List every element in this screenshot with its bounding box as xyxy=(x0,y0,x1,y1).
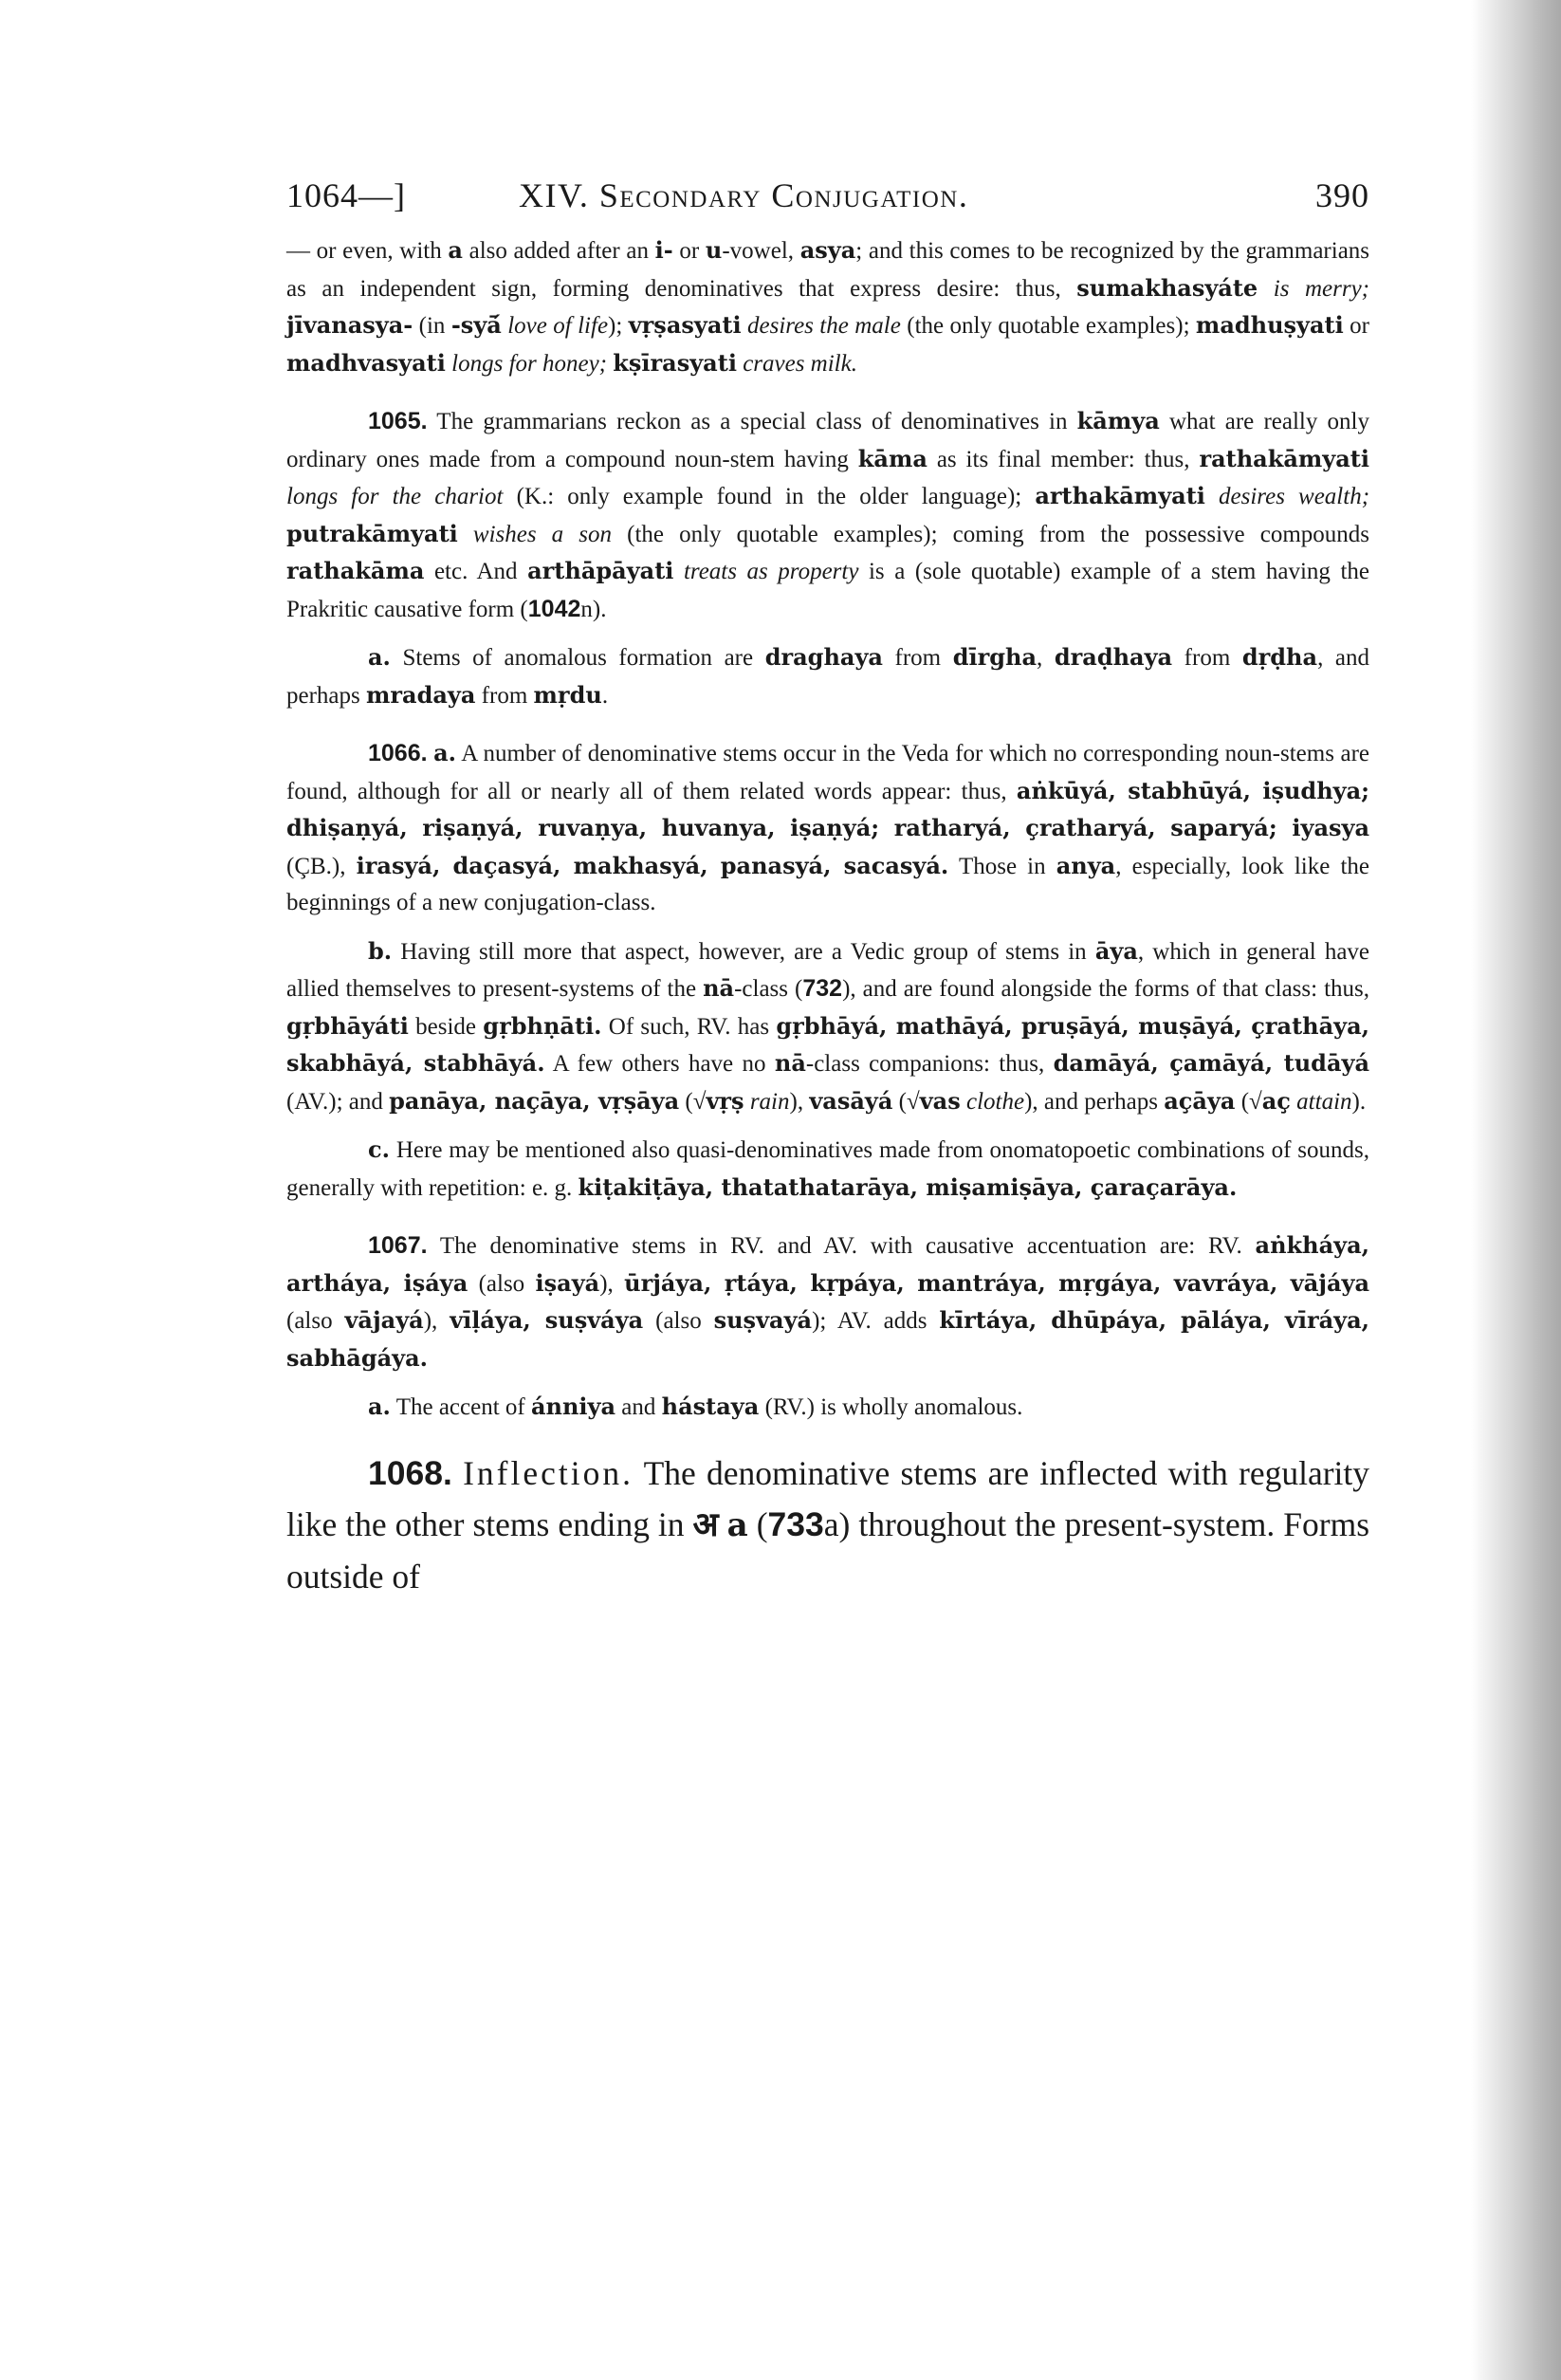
page xyxy=(286,175,1369,1602)
bold-term: dṛḍha xyxy=(1241,643,1318,671)
text-run: Having still more that aspect, however, are a Vedic group of stems in xyxy=(392,938,1095,965)
text-run: or xyxy=(1343,313,1369,339)
text-run: (√ xyxy=(892,1088,920,1115)
small-print-section xyxy=(286,232,1369,1427)
bold-term: gṛbhāyáti xyxy=(286,1011,409,1040)
bold-term: asya xyxy=(799,236,856,264)
text-run: ). xyxy=(1351,1088,1367,1115)
text-run: ), xyxy=(423,1308,450,1334)
text-run: (also xyxy=(286,1308,345,1334)
paragraph-1065a xyxy=(286,639,1369,714)
bold-term: a. xyxy=(368,1393,391,1420)
bold-term: aṅkūyá, stabhūyá, iṣudhya; dhiṣaṇyá, riṣaṇyá, ruvaṇya, huvanya, iṣaṇyá; ratharyá, çratharyá, saparyá; iyasya xyxy=(286,776,1370,841)
bold-term: c. xyxy=(368,1135,390,1163)
bold-term: açāya xyxy=(1164,1086,1236,1115)
text-run: -vowel, xyxy=(722,238,800,264)
bold-term: -syā́ xyxy=(450,311,502,339)
italic-gloss: wishes a son xyxy=(472,521,613,547)
text-run xyxy=(719,1505,727,1543)
bold-term: kīrtáya, dhūpáya, pāláya, vīráya, sabhāgáya. xyxy=(286,1306,1370,1372)
paragraph-1068 xyxy=(286,1448,1369,1602)
text-run: as its final member: thus, xyxy=(927,446,1200,472)
text-run xyxy=(452,1454,463,1492)
text-run: also added after an xyxy=(462,238,655,264)
bold-term: vas xyxy=(919,1086,961,1115)
text-run: , especially, look like the beginnings of a new conjugation-class. xyxy=(286,853,1370,915)
bold-term: vasāyá xyxy=(809,1086,893,1115)
text-run: ; and this comes to be recognized by the grammarians as an independent sign, forming denominatives that express desire: thus, xyxy=(286,238,1370,302)
text-run: Those in xyxy=(948,853,1056,879)
text-run: (in xyxy=(413,313,451,339)
text-run: , and perhaps xyxy=(286,645,1369,709)
page-number: 390 xyxy=(1315,176,1369,214)
text-run xyxy=(458,522,473,547)
section-number: अ xyxy=(692,1504,719,1543)
text-run: etc. And xyxy=(424,559,528,584)
text-run: Stems of anomalous formation are xyxy=(390,645,765,671)
text-run: , xyxy=(1037,645,1055,671)
bold-term: mṛdu xyxy=(533,680,602,709)
large-print-section xyxy=(286,1448,1369,1602)
section-number: 733 xyxy=(767,1504,824,1543)
italic-gloss: longs for honey; xyxy=(451,350,608,377)
italic-gloss: love of life xyxy=(507,313,609,339)
paragraph-1067 xyxy=(286,1227,1369,1377)
bold-term: putrakāmyati xyxy=(286,519,458,547)
text-run: -class companions: thus, xyxy=(805,1051,1054,1077)
bold-term: b. xyxy=(368,936,393,965)
bold-term: draḍhaya xyxy=(1054,643,1173,671)
text-run: from xyxy=(882,645,953,671)
paragraph-1066a xyxy=(286,735,1369,922)
spaced-heading: Inflection. xyxy=(463,1453,634,1492)
text-run: Here may be mentioned also quasi-denominatives made from onomatopoetic combinations of sounds, generally with repetition: e. g. xyxy=(286,1137,1369,1201)
bold-term: gṛbhṇāti. xyxy=(483,1011,602,1040)
bold-term: madhuṣyati xyxy=(1195,311,1344,339)
bold-term: arthakāmyati xyxy=(1035,482,1205,509)
bold-term: hástaya xyxy=(661,1393,760,1420)
text-run: (also xyxy=(468,1270,536,1297)
page-edge-shadow xyxy=(1471,0,1561,2380)
text-run: A number of denominative stems occur in the Veda for which no corresponding noun-stems are found, although for all or nearly all of them related words appear: thus, xyxy=(286,741,1369,804)
text-run: — or even, with xyxy=(286,238,449,264)
italic-gloss: clothe xyxy=(965,1088,1025,1115)
paragraph-1065 xyxy=(286,403,1369,628)
bold-term: irasyá, daçasyá, makhasyá, panasyá, sacasyá. xyxy=(356,851,949,879)
bold-term: damāyá, çamāyá, tudāyá xyxy=(1053,1049,1369,1077)
bold-term: nā xyxy=(703,974,735,1002)
text-run: what are really only ordinary ones made from a compound noun-stem having xyxy=(286,409,1370,472)
section-number: 1066. xyxy=(368,740,428,766)
bold-term: vṛṣasyati xyxy=(628,311,742,339)
text-run: The accent of xyxy=(390,1394,531,1420)
text-run: The denominative stems are inflected with regularity like the other stems ending in xyxy=(286,1453,1370,1543)
chapter-title: XIV. Secondary Conjugation. xyxy=(519,176,969,214)
text-run: ), and are found alongside the forms of that class: thus, xyxy=(842,976,1369,1002)
text-run: (also xyxy=(643,1308,714,1334)
italic-gloss: longs for the chariot xyxy=(286,484,504,509)
paragraph-1064-continuation xyxy=(286,232,1369,382)
text-run: ( xyxy=(747,1504,768,1543)
text-run xyxy=(1258,276,1274,302)
text-run: Of such, RV. has xyxy=(601,1013,777,1040)
bold-term: aṅkháya, artháya, iṣáya xyxy=(286,1231,1369,1297)
text-run: (AV.); and xyxy=(286,1088,390,1115)
italic-gloss: desires wealth; xyxy=(1219,484,1370,509)
text-run: from xyxy=(1172,645,1242,671)
bold-term: iṣayá xyxy=(535,1268,600,1297)
bold-term: a xyxy=(448,236,463,264)
italic-gloss: craves milk. xyxy=(743,350,857,377)
bold-term: rathakāma xyxy=(286,557,425,584)
italic-gloss: is merry; xyxy=(1273,275,1369,302)
text-run: A few others have no xyxy=(544,1051,775,1077)
section-number: 1068. xyxy=(368,1453,452,1492)
paragraph-1066c xyxy=(286,1132,1369,1207)
bold-term: kiṭakiṭāya, thatathatarāya, miṣamiṣāya, çaraçarāya. xyxy=(578,1172,1238,1201)
bold-term: nā xyxy=(774,1049,806,1077)
bold-term: a. xyxy=(433,739,457,766)
bold-term: anya xyxy=(1056,851,1116,879)
text-run: a) throughout the present-system. Forms outside of xyxy=(286,1504,1370,1596)
bold-term: ánniya xyxy=(530,1393,616,1420)
bold-term: āya xyxy=(1094,936,1138,965)
bold-term: u xyxy=(705,236,723,264)
bold-term: madhvasyati xyxy=(286,348,446,377)
bold-term: rathakāmyati xyxy=(1199,444,1369,472)
bold-term: vīḷáya, suṣváya xyxy=(450,1306,644,1334)
text-run xyxy=(1205,484,1219,509)
bold-term: jīvanasya- xyxy=(286,311,413,339)
text-run: . xyxy=(601,682,609,709)
text-run: (RV.) is wholly anomalous. xyxy=(759,1394,1023,1420)
text-run: ), and perhaps xyxy=(1024,1088,1165,1115)
section-number: 1042 xyxy=(527,595,581,622)
text-run: The grammarians reckon as a special class of denominatives in xyxy=(427,409,1077,434)
text-run: -class ( xyxy=(734,976,803,1002)
section-number: 1065. xyxy=(368,408,428,434)
section-number: 1067. xyxy=(368,1232,428,1259)
bold-term: a xyxy=(726,1505,748,1544)
bold-term: kṣīrasyati xyxy=(613,348,737,377)
bold-term: suṣvayá xyxy=(713,1306,813,1334)
bold-term: dīrgha xyxy=(952,643,1038,671)
text-run: from xyxy=(475,682,534,709)
text-run: and xyxy=(615,1394,662,1420)
bold-term: mradaya xyxy=(366,680,476,709)
italic-gloss: attain xyxy=(1296,1088,1352,1115)
italic-gloss: desires the male xyxy=(747,313,901,339)
running-header xyxy=(286,175,1369,232)
bold-term: ūrjáya, ṛtáya, kṛpáya, mantráya, mṛgáya, vavráya, vājáya xyxy=(624,1268,1369,1297)
text-run: n). xyxy=(580,596,607,622)
text-run: (ÇB.), xyxy=(286,853,357,879)
section-reference: 1064—] xyxy=(286,176,406,214)
italic-gloss: rain xyxy=(749,1088,790,1115)
section-number: 732 xyxy=(802,975,843,1002)
bold-term: kāmya xyxy=(1076,407,1160,434)
bold-term: vājayá xyxy=(344,1306,424,1334)
text-run: ); AV. adds xyxy=(812,1308,940,1334)
paragraph-1067a xyxy=(286,1389,1369,1427)
bold-term: draghaya xyxy=(764,643,883,671)
text-run: is a (sole quotable) example of a stem having the Prakritic causative form ( xyxy=(286,559,1370,622)
text-run: beside xyxy=(408,1013,484,1040)
text-run: The denominative stems in RV. and AV. with causative accentuation are: RV. xyxy=(427,1233,1256,1259)
bold-term: panāya, naçāya, vṛṣāya xyxy=(389,1086,680,1115)
text-run: (the only quotable examples); xyxy=(900,313,1196,339)
text-run: ), xyxy=(789,1088,810,1115)
bold-term: kāma xyxy=(857,444,927,472)
text-run: ); xyxy=(608,313,629,339)
text-run: (K.: only example found in the older language); xyxy=(503,484,1036,509)
bold-term: a. xyxy=(368,643,391,671)
text-run: , which in general have allied themselves to present-systems of the xyxy=(286,938,1370,1002)
text-run: (√ xyxy=(1235,1088,1262,1115)
paragraph-1066b xyxy=(286,933,1369,1121)
text-run: (√ xyxy=(679,1088,707,1115)
bold-term: aç xyxy=(1261,1086,1291,1115)
text-run: or xyxy=(672,238,706,264)
bold-term: arthāpāyati xyxy=(527,557,674,584)
text-run: (the only quotable examples); coming from the possessive compounds xyxy=(612,521,1370,547)
bold-term: sumakhasyáte xyxy=(1076,273,1258,302)
bold-term: gṛbhāyá, mathāyá, pruṣāyá, muṣāyá, çrathāya, skabhāyá, stabhāyá. xyxy=(286,1011,1370,1077)
text-run: ), xyxy=(599,1270,625,1297)
bold-term: vṛṣ xyxy=(706,1086,744,1115)
text-run xyxy=(673,559,684,584)
bold-term: i- xyxy=(654,236,673,264)
italic-gloss: treats as property xyxy=(683,559,859,584)
